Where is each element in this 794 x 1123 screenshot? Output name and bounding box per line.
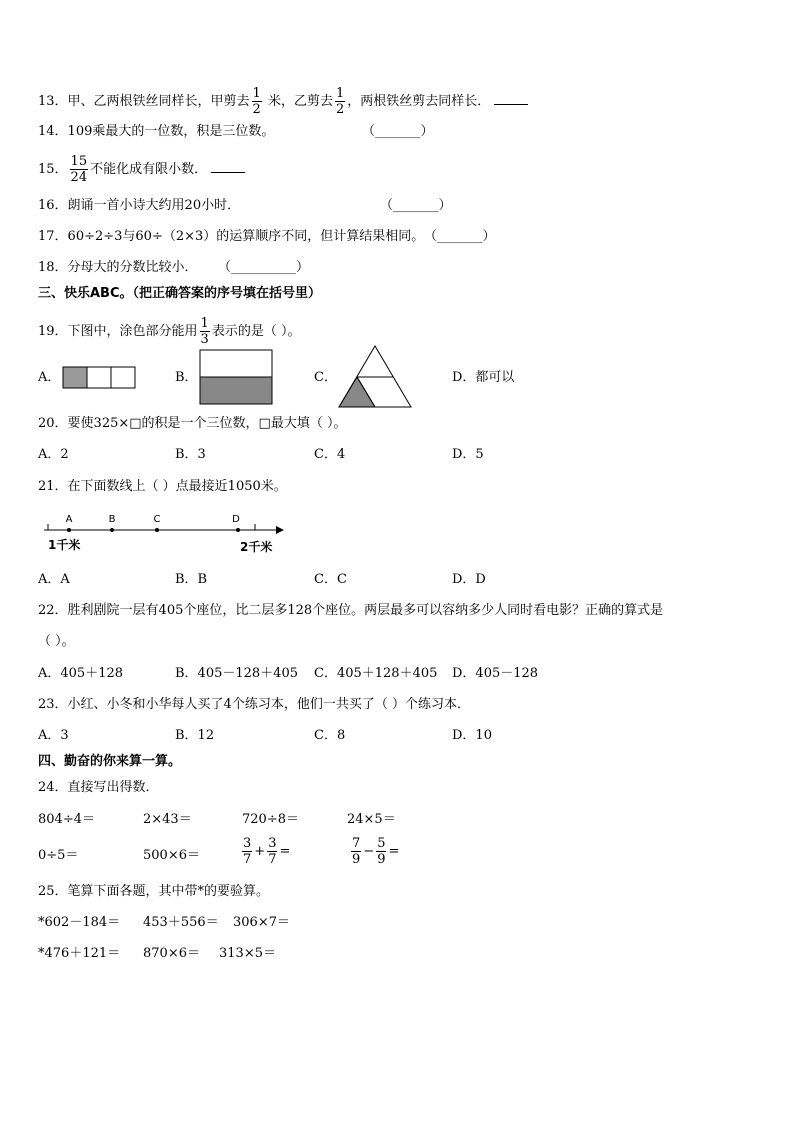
calc-item: 804÷4＝ [38, 812, 95, 827]
point-b [110, 528, 114, 532]
answer-blank[interactable] [494, 104, 528, 105]
option-d[interactable]: D．D [452, 572, 486, 587]
question-14: 14．109乘最大的一位数，积是三位数。 [38, 124, 275, 139]
calc-item: 870×6＝ [143, 946, 200, 961]
question-13: 13．甲、乙两根铁丝同样长，甲剪去 $\frac{1}{2}$ 米，乙剪去 $\frac{1}{2}$ ，两根铁丝剪去同样长． [38, 86, 528, 117]
option-c[interactable]: C．4 [314, 447, 346, 462]
question-25: 25．笔算下面各题，其中带*的要验算。 [38, 884, 270, 899]
option-d[interactable]: D．5 [452, 447, 484, 462]
fraction: $\frac{15}{24}$ [70, 154, 88, 185]
answer-blank[interactable] [211, 172, 245, 173]
question-16: 16．朗诵一首小诗大约用20小时． [38, 198, 241, 213]
option-a[interactable]: A．2 [38, 447, 69, 462]
fraction: $\frac{1}{3}$ [200, 316, 209, 347]
figure-a-bar [62, 366, 136, 390]
calc-item: 24×5＝ [347, 812, 396, 827]
option-a-label[interactable]: A． [38, 370, 61, 385]
question-15: 15． $\frac{15}{24}$ 不能化成有限小数． [38, 154, 245, 185]
option-b-label[interactable]: B． [175, 370, 198, 385]
calc-item: *602－184＝ [38, 915, 121, 930]
option-c-label[interactable]: C． [314, 370, 337, 385]
point-c-label: C [153, 514, 161, 525]
fraction: $\frac{1}{2}$ [335, 86, 345, 117]
option-b[interactable]: B．B [175, 572, 208, 587]
point-a-label: A [65, 514, 73, 525]
fraction-difference: $\frac{7}{9}$ − $\frac{5}{9}$ = [352, 836, 400, 867]
option-a[interactable]: A．3 [38, 728, 69, 743]
number-line [38, 508, 288, 554]
figure-b-rectangle [199, 349, 273, 405]
option-c[interactable]: C．C [314, 572, 347, 587]
figure-c-triangle [337, 344, 413, 410]
fraction: $\frac{1}{2}$ [252, 86, 261, 117]
left-endpoint-label: 1千米 [48, 538, 81, 552]
section-4-title: 四、勤奋的你来算一算。 [38, 754, 182, 769]
question-20: 20．要使325×□的积是一个三位数，□最大填（ ）。 [38, 416, 347, 431]
option-d[interactable]: D．405－128 [452, 666, 539, 681]
question-18: 18．分母大的分数比较小． [38, 260, 198, 275]
point-a [67, 528, 71, 532]
question-19: 19．下图中，涂色部分能用 $\frac{1}{3}$ 表示的是（ ）。 [38, 316, 301, 347]
answer-paren[interactable]: （_______） [362, 124, 434, 139]
point-d [236, 528, 240, 532]
option-c[interactable]: C．405＋128＋405 [314, 666, 438, 681]
question-24: 24．直接写出得数． [38, 780, 159, 795]
option-a[interactable]: A．405＋128 [38, 666, 124, 681]
answer-paren[interactable]: （_______） [380, 198, 452, 213]
answer-paren[interactable]: （_______） [424, 229, 496, 244]
option-c[interactable]: C．8 [314, 728, 346, 743]
calc-item: 313×5＝ [219, 946, 276, 961]
calc-item: 0÷5＝ [38, 848, 79, 863]
option-b[interactable]: B．405－128＋405 [175, 666, 298, 681]
question-21: 21．在下面数线上（ ）点最接近1050米。 [38, 479, 287, 494]
section-3-title: 三、快乐ABC。（把正确答案的序号填在括号里） [38, 286, 322, 301]
question-22: 22．胜利剧院一层有405个座位，比二层多128个座位。两层最多可以容纳多少人同时看电影？正确的算式是 [38, 603, 664, 618]
point-c [155, 528, 159, 532]
calc-item: 500×6＝ [143, 848, 200, 863]
question-17: 17．60÷2÷3与60÷（2×3）的运算顺序不同，但计算结果相同。 [38, 229, 425, 244]
calc-item: 453＋556＝ [143, 915, 219, 930]
question-23: 23．小红、小冬和小华每人买了4个练习本，他们一共买了（ ）个练习本． [38, 697, 470, 712]
option-b[interactable]: B．3 [175, 447, 206, 462]
right-endpoint-label: 2千米 [240, 540, 273, 554]
calc-item: 306×7＝ [233, 915, 290, 930]
fraction-sum: $\frac{3}{7}$ + $\frac{3}{7}$ = [243, 836, 291, 867]
question-22-paren[interactable]: （ ）。 [38, 634, 75, 649]
point-b-label: B [108, 514, 116, 525]
calc-item: 720÷8＝ [242, 812, 299, 827]
option-d[interactable]: D．都可以 [452, 370, 515, 385]
option-d[interactable]: D．10 [452, 728, 492, 743]
option-a[interactable]: A．A [38, 572, 70, 587]
point-d-label: D [232, 514, 240, 525]
option-b[interactable]: B．12 [175, 728, 215, 743]
answer-paren[interactable]: （__________） [218, 260, 310, 275]
calc-item: *476＋121＝ [38, 946, 121, 961]
calc-item: 2×43＝ [143, 812, 192, 827]
